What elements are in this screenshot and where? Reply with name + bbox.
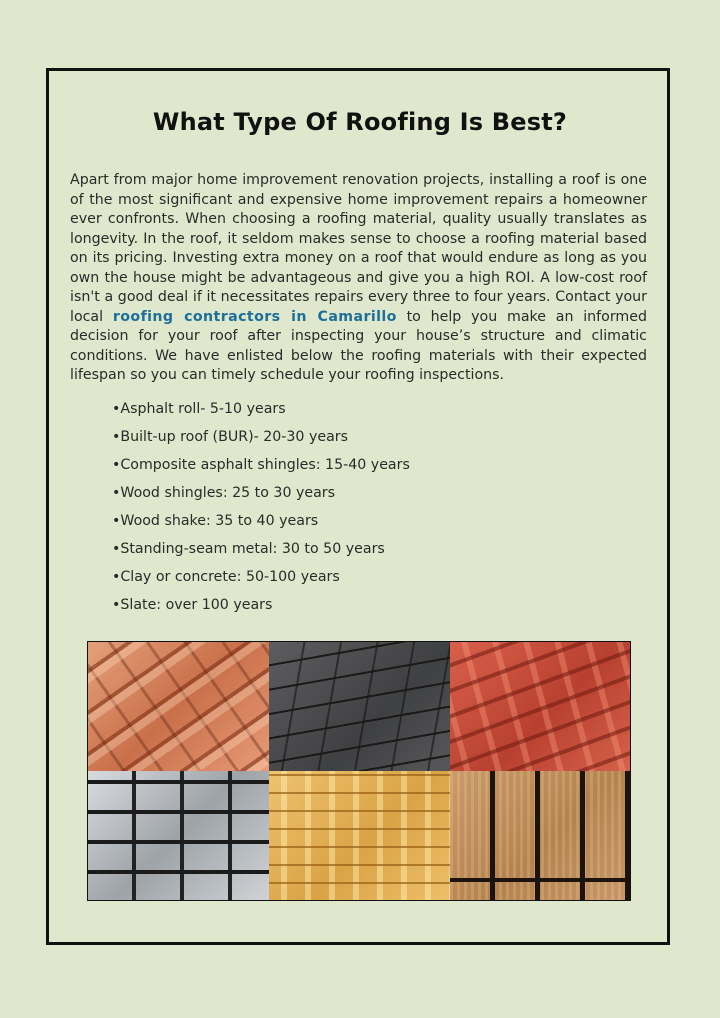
asphalt-shingle-image <box>269 642 450 771</box>
terracotta-barrel-tile-image <box>88 642 269 771</box>
yellow-tile-image <box>269 771 450 900</box>
lifespan-list <box>112 399 410 623</box>
list-item: •Slate: over 100 years <box>112 597 273 613</box>
intro-text-start: Apart from major home improvement renovation projects, installing a roof is one of the most significant and expensive home improvement repairs a homeowner ever confronts. When choosing a roofing material, quality usually translates as longevity. In the roof, it seldom makes sense to choose a roofing material based on its pricing. Investing extra money on a roof that would endure as long as you own the house might be advantageous and give you a high ROI. A low-cost roof isn't a good deal if it necessitates repairs every three to four years. Contact your local <box>70 172 647 325</box>
intro-text-end: to help you make an informed decision for your roof after inspecting your house’s structure and climatic conditions. We have enlisted below the roofing materials with their expected lifespan so you can timely schedule your roofing inspections. <box>70 308 647 384</box>
list-item: •Wood shingles: 25 to 30 years <box>112 485 336 501</box>
list-item: •Standing-seam metal: 30 to 50 years <box>112 541 385 557</box>
roofing-photo-collage <box>87 641 631 901</box>
list-item: •Asphalt roll- 5-10 years <box>112 401 286 417</box>
wood-shake-image <box>450 771 630 900</box>
list-item: •Wood shake: 35 to 40 years <box>112 513 319 529</box>
list-item: •Built-up roof (BUR)- 20-30 years <box>112 429 349 445</box>
red-clay-tile-image <box>450 642 630 771</box>
list-item: •Composite asphalt shingles: 15-40 years <box>112 457 410 473</box>
roofing-contractors-link[interactable]: roofing contractors in Camarillo <box>112 308 397 325</box>
list-item: •Clay or concrete: 50-100 years <box>112 569 340 585</box>
slate-roof-image <box>88 771 269 900</box>
intro-paragraph <box>70 171 647 386</box>
page-title: What Type Of Roofing Is Best? <box>152 108 568 137</box>
